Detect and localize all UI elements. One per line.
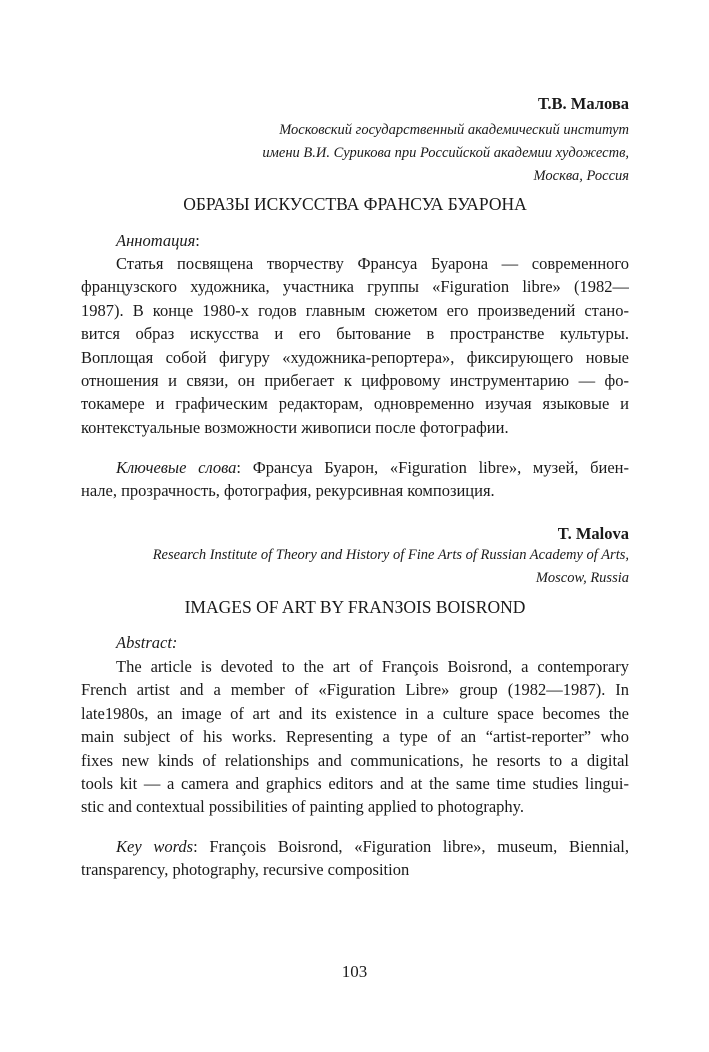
keywords-en (81, 835, 629, 882)
affiliation-line-ru: Московский государственный академический институт (279, 122, 629, 138)
abstract-heading-en: Abstract: (116, 633, 178, 652)
text-line: Статья посвящена творчеству Франсуа Буарона — современного (116, 254, 629, 273)
text-line: токамере и графическим редакторам, одновременно изучая языковые и (81, 394, 629, 414)
text-line: fixes new kinds of relationships and communications, he resorts to a digital (81, 750, 629, 770)
keywords-label-en: Key words (116, 837, 194, 856)
affiliation-line-en: Research Institute of Theory and History of Fine Arts of Russian Academy of Arts, (152, 547, 629, 563)
text-line: transparency, photography, recursive composition (81, 860, 410, 880)
keywords-ru (81, 456, 629, 503)
keywords-label-ru: Ключевые слова (116, 458, 237, 477)
text-line: The article is devoted to the art of François Boisrond, a contemporary (116, 657, 629, 676)
text-line: stic and contextual possibilities of painting applied to photography. (81, 797, 524, 817)
text-line: контекстуальные возможности живописи после фотографии. (81, 417, 509, 437)
text-line: French artist and a member of «Figuration Libre» group (1982—1987). In (81, 680, 629, 700)
article-title-en: IMAGES OF ART BY FRANЗOIS BOISROND (184, 597, 526, 617)
abstract-heading-ru: Аннотация: (116, 231, 200, 250)
affiliation-line-en: Moscow, Russia (535, 570, 629, 586)
text-line: отношения и связи, он прибегает к цифровому инструментарию — фо- (81, 371, 629, 391)
affiliation-line-ru: Москва, Россия (533, 168, 629, 184)
text-line: tools kit — a camera and graphics editors and at the same time studies lingui- (81, 774, 629, 794)
abstract-body-en (81, 655, 629, 819)
text-line: main subject of his works. Representing a type of an “artist-reporter” who (81, 727, 629, 747)
author-name-ru: Т.В. Малова (538, 94, 629, 113)
affiliation-line-ru: имени В.И. Сурикова при Российской академии художеств, (262, 145, 629, 161)
text-line: Воплощая собой фигуру «художника-репортера», фиксирующего новые (81, 347, 629, 367)
abstract-body-ru (81, 252, 629, 439)
author-name-en: T. Malova (557, 524, 629, 543)
text-line: Ключевые слова: Франсуа Буарон, «Figuration libre», музей, биен- (116, 458, 629, 477)
text-line: нале, прозрачность, фотография, рекурсивная композиция. (81, 481, 495, 501)
text-line: Key words: François Boisrond, «Figuration libre», museum, Biennial, (116, 837, 629, 856)
text-line: вится образ искусства и его бытование в пространстве культуры. (81, 324, 629, 344)
text-line: late1980s, an image of art and its existence in a culture space becomes the (81, 703, 629, 723)
text-line: французского художника, участника группы «Figuration libre» (1982— (81, 277, 629, 297)
text-line: 1987). В конце 1980-х годов главным сюжетом его произведений стано- (81, 300, 629, 320)
page-number: 103 (341, 962, 368, 981)
article-title-ru: ОБРАЗЫ ИСКУССТВА ФРАНСУА БУАРОНА (183, 194, 527, 214)
